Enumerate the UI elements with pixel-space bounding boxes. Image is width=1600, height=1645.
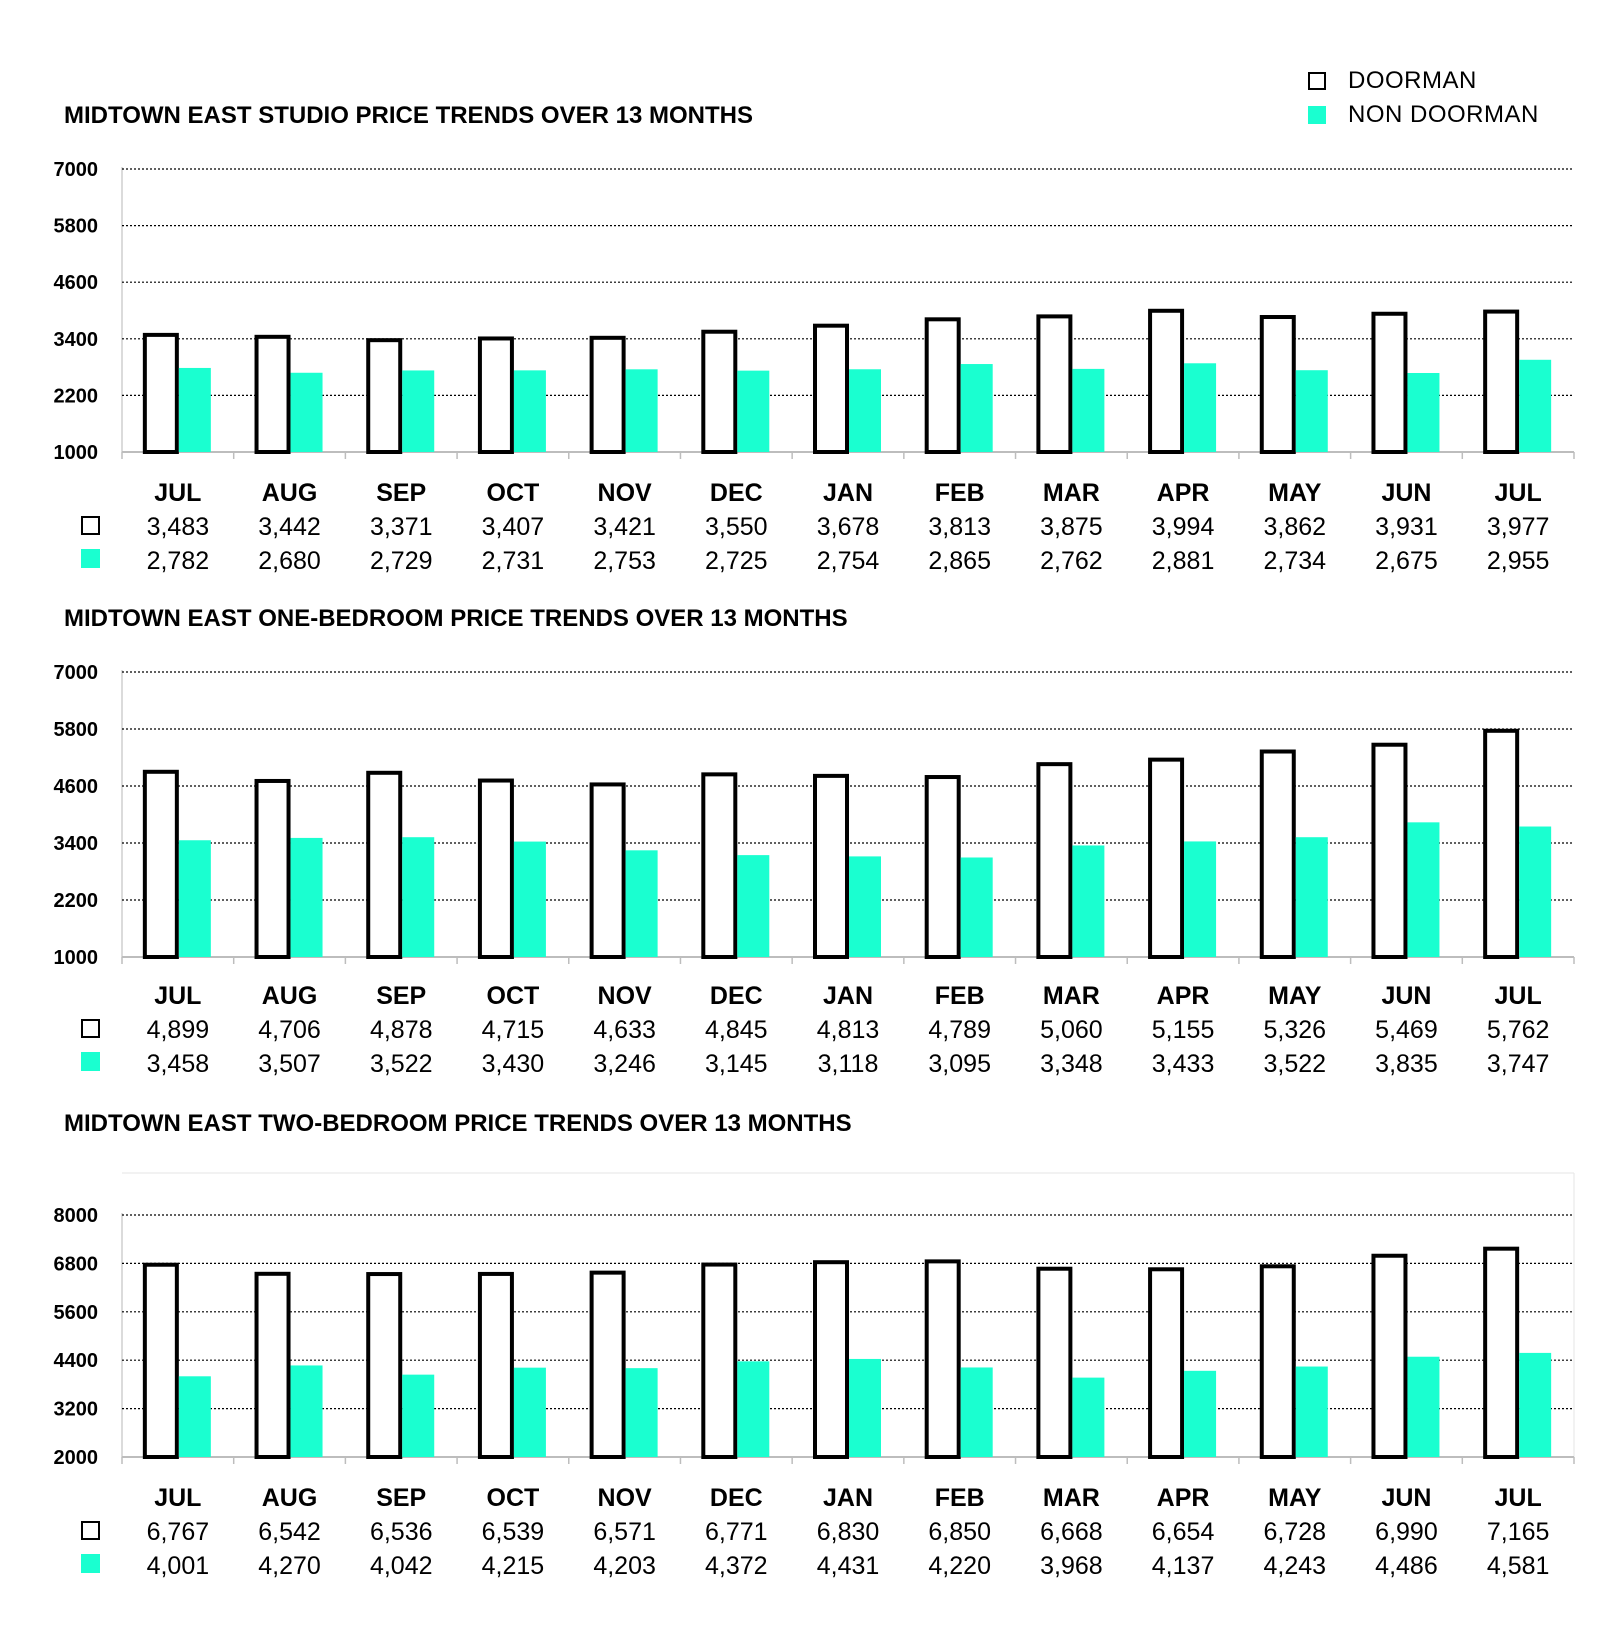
bar-nondoorman [1519,1353,1551,1457]
bar-nondoorman [291,373,323,452]
data-label-nondoorman: 3,433 [1151,1050,1215,1078]
bar-doorman [1150,311,1182,452]
data-label-nondoorman: 3,118 [817,1050,879,1078]
bar-nondoorman [1407,1357,1439,1457]
x-category-label: OCT [486,479,540,507]
chart-panel-2 [54,605,1575,1078]
data-label-doorman: 6,830 [816,1518,880,1546]
bar-nondoorman [1072,369,1104,452]
bar-doorman [480,1274,512,1457]
bar-nondoorman [402,837,434,957]
bar-doorman [592,784,624,957]
x-category-label: AUG [261,982,318,1010]
bar-doorman [1485,312,1517,452]
y-tick-label: 8000 [53,1205,98,1227]
bar-doorman [1038,764,1070,957]
row-doorman-swatch-icon [82,517,99,534]
data-label-doorman: 6,668 [1040,1518,1103,1546]
x-category-label: APR [1156,1484,1210,1512]
data-label-nondoorman: 2,955 [1486,547,1550,575]
bar-nondoorman [179,1376,211,1457]
x-category-label: AUG [261,1484,318,1512]
x-category-label: JUN [1381,982,1432,1010]
bar-nondoorman [1296,370,1328,452]
data-label-doorman: 3,407 [481,513,545,541]
data-label-doorman: 4,706 [258,1016,321,1044]
data-label-nondoorman: 4,042 [369,1552,433,1580]
chart-title: MIDTOWN EAST TWO-BEDROOM PRICE TRENDS OVER 13 MONTHS [64,1110,852,1137]
bar-doorman [1150,1269,1182,1457]
x-category-label: JUL [154,982,202,1010]
bar-doorman [1038,316,1070,452]
bar-nondoorman [1519,827,1551,957]
bar-doorman [703,332,735,452]
x-category-label: NOV [597,982,652,1010]
bar-nondoorman [849,1359,881,1457]
y-tick-label: 5800 [53,719,98,741]
data-label-nondoorman: 3,348 [1040,1050,1103,1078]
legend-label-doorman: DOORMAN [1348,67,1477,94]
y-tick-label: 2200 [53,385,98,408]
bar-doorman [815,1262,847,1457]
chart-title: MIDTOWN EAST STUDIO PRICE TRENDS OVER 13 MONTHS [64,102,753,129]
data-label-doorman: 3,371 [369,513,433,541]
y-tick-label: 5800 [53,215,98,238]
bar-nondoorman [514,842,546,957]
x-category-label: APR [1156,982,1210,1010]
bar-nondoorman [626,369,658,452]
x-category-label: AUG [261,479,318,507]
data-label-doorman: 4,633 [593,1016,656,1044]
bar-nondoorman [1072,845,1104,957]
data-label-doorman: 6,542 [258,1518,321,1546]
data-label-nondoorman: 2,865 [928,547,991,575]
bar-doorman [1150,760,1182,957]
bar-nondoorman [291,838,323,957]
data-label-doorman: 5,762 [1486,1016,1550,1044]
bar-doorman [145,1265,177,1457]
bar-doorman [1262,1266,1294,1457]
x-category-label: MAY [1268,479,1322,507]
data-label-doorman: 4,878 [369,1016,433,1044]
bar-nondoorman [291,1365,323,1457]
data-label-nondoorman: 4,215 [481,1552,545,1580]
x-category-label: JUN [1381,479,1432,507]
x-category-label: SEP [376,982,427,1010]
data-label-nondoorman: 3,507 [258,1050,321,1078]
x-category-label: SEP [376,479,427,507]
y-tick-label: 6800 [53,1253,98,1276]
data-label-nondoorman: 3,522 [1263,1050,1327,1078]
data-label-doorman: 4,899 [146,1016,210,1044]
chart-title: MIDTOWN EAST ONE-BEDROOM PRICE TRENDS OVER 13 MONTHS [64,605,848,632]
x-category-label: FEB [934,1484,985,1512]
y-tick-label: 4600 [53,776,98,798]
y-tick-label: 4600 [53,272,98,295]
data-label-doorman: 3,813 [928,513,991,541]
x-category-label: FEB [934,982,985,1010]
data-label-doorman: 3,931 [1375,513,1438,541]
bar-doorman [480,338,512,452]
bar-nondoorman [849,369,881,452]
chart-panel-1 [54,102,1575,575]
bar-nondoorman [1407,373,1439,452]
data-label-doorman: 3,875 [1040,513,1103,541]
bar-doorman [1262,317,1294,452]
data-label-nondoorman: 4,431 [816,1552,880,1580]
bar-nondoorman [402,1375,434,1457]
bar-nondoorman [737,371,769,452]
bar-doorman [1373,745,1405,957]
data-label-doorman: 5,326 [1263,1016,1327,1044]
bar-doorman [927,1261,959,1457]
bar-doorman [1485,1249,1517,1457]
data-label-nondoorman: 4,581 [1486,1552,1550,1580]
y-tick-label: 7000 [53,662,98,684]
data-label-doorman: 6,571 [593,1518,656,1546]
data-label-nondoorman: 2,675 [1375,547,1438,575]
bar-nondoorman [1519,360,1551,452]
data-label-nondoorman: 3,430 [481,1050,545,1078]
data-label-nondoorman: 3,835 [1375,1050,1438,1078]
bar-doorman [592,338,624,452]
data-label-doorman: 3,977 [1486,513,1550,541]
data-label-doorman: 6,539 [481,1518,545,1546]
bar-doorman [927,777,959,957]
data-label-doorman: 7,165 [1486,1518,1550,1546]
data-label-nondoorman: 3,095 [928,1050,991,1078]
x-category-label: MAR [1042,982,1100,1010]
data-label-doorman: 3,678 [816,513,880,541]
bar-doorman [480,781,512,957]
row-nondoorman-swatch-icon [81,1052,100,1071]
x-category-label: JUL [154,479,202,507]
x-category-label: DEC [709,479,763,507]
bar-nondoorman [1296,1367,1328,1457]
data-label-doorman: 3,862 [1263,513,1327,541]
data-label-doorman: 3,483 [146,513,210,541]
x-category-label: DEC [709,1484,763,1512]
bar-doorman [257,1274,289,1457]
y-tick-label: 5600 [53,1301,98,1324]
bar-doorman [1038,1269,1070,1457]
data-label-doorman: 3,421 [593,513,656,541]
bar-doorman [815,326,847,452]
bar-doorman [703,1265,735,1457]
x-category-label: JAN [822,479,874,507]
bar-doorman [927,319,959,452]
x-category-label: SEP [376,1484,427,1512]
data-label-doorman: 6,767 [146,1518,210,1546]
bar-doorman [257,337,289,452]
data-label-doorman: 6,990 [1375,1518,1438,1546]
y-tick-label: 3400 [53,833,98,855]
y-tick-label: 4400 [53,1350,98,1373]
y-tick-label: 3400 [53,328,98,351]
bar-nondoorman [1184,363,1216,452]
data-label-nondoorman: 2,725 [705,547,768,575]
data-label-doorman: 6,850 [928,1518,991,1546]
data-label-nondoorman: 4,486 [1375,1552,1438,1580]
bar-nondoorman [737,855,769,957]
x-category-label: JUL [1494,479,1542,507]
bar-nondoorman [1296,837,1328,957]
data-label-nondoorman: 3,145 [705,1050,768,1078]
data-label-nondoorman: 2,881 [1151,547,1215,575]
data-label-nondoorman: 3,747 [1486,1050,1550,1078]
bar-nondoorman [961,364,993,452]
y-tick-label: 1000 [53,947,98,969]
bar-nondoorman [1407,822,1439,957]
data-label-doorman: 6,536 [369,1518,433,1546]
y-tick-label: 1000 [53,442,98,464]
bar-doorman [368,773,400,957]
x-category-label: NOV [597,1484,652,1512]
data-label-doorman: 4,845 [705,1016,768,1044]
x-category-label: MAY [1268,982,1322,1010]
bar-doorman [1373,1256,1405,1457]
bar-nondoorman [849,856,881,957]
data-label-nondoorman: 4,137 [1151,1552,1215,1580]
data-label-doorman: 3,550 [705,513,768,541]
row-nondoorman-swatch-icon [81,1554,100,1573]
x-category-label: JUL [1494,982,1542,1010]
data-label-doorman: 5,155 [1151,1016,1215,1044]
bar-nondoorman [961,857,993,957]
bar-nondoorman [514,370,546,452]
bar-nondoorman [1072,1378,1104,1457]
data-label-nondoorman: 4,270 [258,1552,321,1580]
legend-label-nondoorman: NON DOORMAN [1348,101,1539,128]
data-label-nondoorman: 2,729 [369,547,433,575]
bar-doorman [592,1273,624,1457]
x-category-label: JUN [1381,1484,1432,1512]
data-label-nondoorman: 2,782 [146,547,210,575]
x-category-label: DEC [709,982,763,1010]
bar-nondoorman [514,1368,546,1457]
y-tick-label: 2000 [53,1447,98,1469]
bar-doorman [368,1274,400,1457]
data-label-nondoorman: 2,753 [593,547,656,575]
data-label-doorman: 3,442 [258,513,321,541]
x-category-label: MAY [1268,1484,1322,1512]
bar-doorman [257,781,289,957]
x-category-label: JAN [822,1484,874,1512]
y-tick-label: 7000 [53,159,98,181]
x-category-label: OCT [486,982,540,1010]
bar-nondoorman [961,1367,993,1457]
data-label-nondoorman: 2,680 [258,547,321,575]
x-category-label: JUL [154,1484,202,1512]
data-label-doorman: 4,715 [481,1016,545,1044]
data-label-doorman: 6,654 [1151,1518,1215,1546]
bar-doorman [815,776,847,957]
data-label-nondoorman: 4,220 [928,1552,991,1580]
x-category-label: APR [1156,479,1210,507]
row-doorman-swatch-icon [82,1020,99,1037]
y-tick-label: 3200 [53,1398,98,1421]
x-category-label: OCT [486,1484,540,1512]
bar-doorman [703,774,735,957]
data-label-doorman: 4,813 [816,1016,880,1044]
data-label-doorman: 4,789 [928,1016,991,1044]
row-doorman-swatch-icon [82,1522,99,1539]
y-tick-label: 2200 [53,890,98,912]
bar-nondoorman [179,840,211,957]
data-label-nondoorman: 2,731 [481,547,545,575]
bar-doorman [1373,314,1405,452]
bar-nondoorman [179,368,211,452]
bar-doorman [145,772,177,957]
chart-panel-3 [54,1110,1575,1580]
data-label-doorman: 6,771 [705,1518,768,1546]
x-category-label: MAR [1042,479,1100,507]
bar-nondoorman [1184,1371,1216,1457]
data-label-nondoorman: 3,522 [369,1050,433,1078]
x-category-label: NOV [597,479,652,507]
x-category-label: FEB [934,479,985,507]
data-label-nondoorman: 3,458 [146,1050,210,1078]
x-category-label: JAN [822,982,874,1010]
bar-nondoorman [1184,841,1216,957]
data-label-nondoorman: 3,246 [593,1050,656,1078]
data-label-doorman: 5,469 [1375,1016,1438,1044]
data-label-doorman: 5,060 [1040,1016,1103,1044]
data-label-doorman: 6,728 [1263,1518,1327,1546]
bar-doorman [1262,752,1294,957]
bar-doorman [368,340,400,452]
data-label-nondoorman: 4,001 [146,1552,210,1580]
data-label-nondoorman: 2,762 [1040,547,1103,575]
x-category-label: JUL [1494,1484,1542,1512]
bar-nondoorman [737,1361,769,1457]
bar-doorman [1485,731,1517,957]
data-label-nondoorman: 4,203 [593,1552,656,1580]
row-nondoorman-swatch-icon [81,549,100,568]
bar-nondoorman [626,850,658,957]
data-label-nondoorman: 2,754 [816,547,880,575]
data-label-nondoorman: 3,968 [1040,1552,1103,1580]
data-label-nondoorman: 2,734 [1263,547,1327,575]
data-label-nondoorman: 4,243 [1263,1552,1327,1580]
bar-nondoorman [626,1368,658,1457]
bar-doorman [145,335,177,452]
data-label-doorman: 3,994 [1151,513,1215,541]
data-label-nondoorman: 4,372 [705,1552,768,1580]
x-category-label: MAR [1042,1484,1100,1512]
bar-nondoorman [402,370,434,452]
